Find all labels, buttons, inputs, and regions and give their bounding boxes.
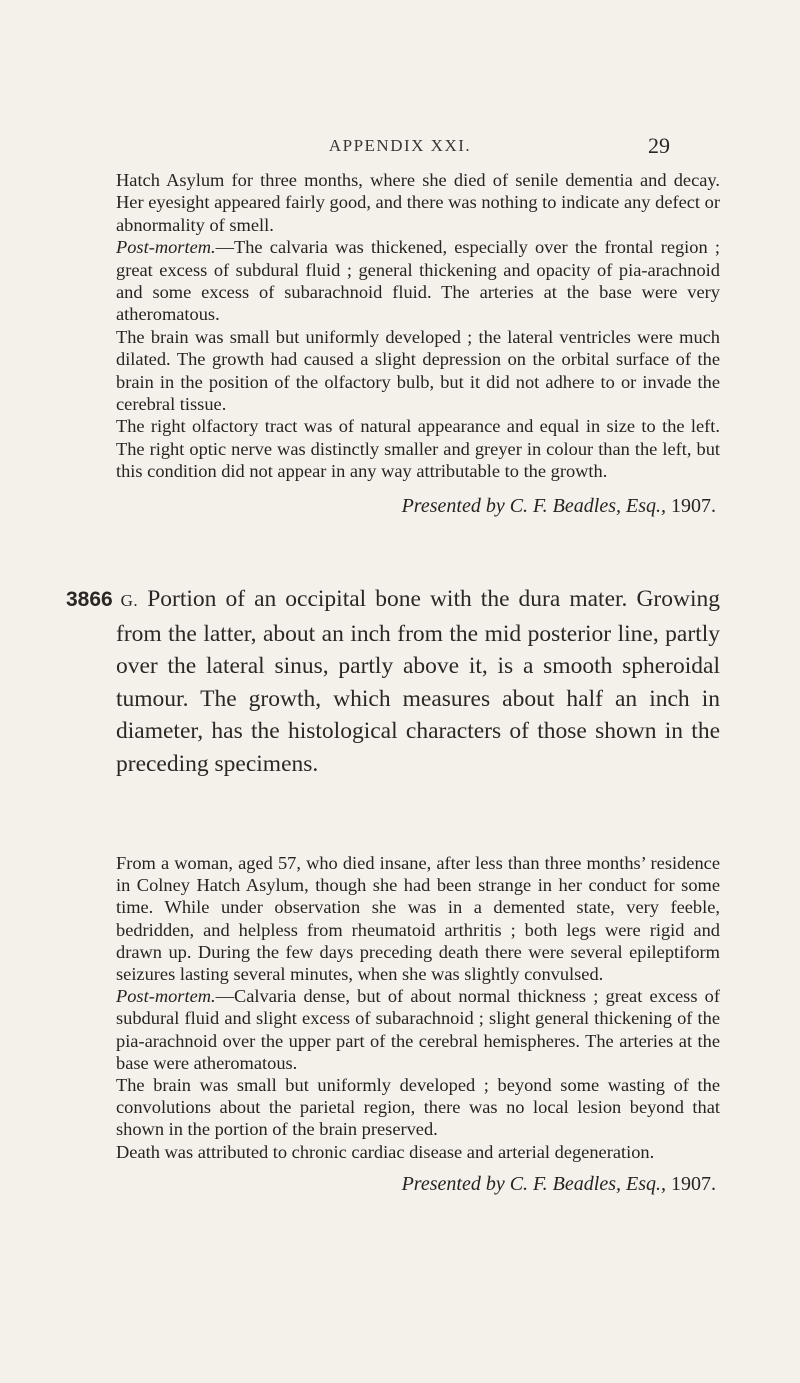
presented-by-name-2: Presented by C. F. Beadles, Esq., <box>401 1172 666 1195</box>
paragraph-post-mortem-2 <box>116 985 720 1074</box>
presented-by-2 <box>116 1173 720 1195</box>
post-mortem-text: —The calvaria was thickened, especially over the frontal region ; great excess of subdural fluid ; general thickening and opacity of pia-arachnoid and some excess of subarachnoid fluid. The arteries at the base were very atheromatous. <box>116 237 720 325</box>
presented-by-name: Presented by C. F. Beadles, Esq., <box>401 494 666 517</box>
specimen-number: 3866 <box>66 588 113 611</box>
case-continued <box>116 169 720 517</box>
paragraph-history-end: Hatch Asylum for three months, where she died of senile dementia and decay. Her eyesight appeared fairly good, and there was nothing to indicate any defect or abnormality of smell. <box>116 170 720 235</box>
paragraph-brain-2: The brain was small but uniformly developed ; beyond some wasting of the convolutions about the parietal region, there was no local lesion beyond that shown in the portion of the brain preserved. <box>116 1075 720 1140</box>
presented-year: 1907. <box>666 494 716 517</box>
specimen-entry <box>66 583 720 780</box>
post-mortem-label: Post-mortem. <box>116 237 216 258</box>
specimen-description: Portion of an occipital bone with the dura mater. Growing from the latter, about an inch from the mid posterior line, partly over the lateral sinus, partly above it, is a smooth spheroidal tumour. The growth, which measures about half an inch in diameter, has the histological characters of those shown in the preceding specimens. <box>116 586 720 777</box>
running-title: APPENDIX XXI. <box>328 136 472 155</box>
paragraph-death: Death was attributed to chronic cardiac disease and arterial degeneration. <box>116 1141 655 1162</box>
presented-by <box>116 495 720 517</box>
paragraph-brain: The brain was small but uniformly developed ; the lateral ventricles were much dilated. The growth had caused a slight depression on the orbital surface of the brain in the position of the olfactory bulb, but it did not adhere to or invade the cerebral tissue. <box>116 326 720 415</box>
specimen-suffix: G. <box>112 591 139 610</box>
presented-year-2: 1907. <box>666 1172 716 1195</box>
page-number: 29 <box>648 133 670 158</box>
paragraph-olfactory: The right olfactory tract was of natural appearance and equal in size to the left. The right optic nerve was distinctly smaller and greyer in colour than the left, but this condition did not appear in any way attributable to the growth. <box>116 416 720 482</box>
post-mortem-text-2: —Calvaria dense, but of about normal thickness ; great excess of subdural fluid and slight excess of subarachnoid ; slight general thickening of the pia-arachnoid over the upper part of the cerebral hemispheres. The arteries at the base were atheromatous. <box>116 986 720 1073</box>
paragraph-history: From a woman, aged 57, who died insane, after less than three months’ residence in Colney Hatch Asylum, though she had been strange in her conduct for some time. While under observation she was in a demented state, very feeble, bedridden, and helpless from rheumatoid arthritis ; both legs were rigid and drawn up. During the few days preceding death there were several epileptiform seizures lasting several minutes, when she was slightly convulsed. <box>116 853 720 985</box>
paragraph-post-mortem <box>116 236 720 326</box>
case-two <box>116 852 720 1195</box>
running-head <box>0 133 800 160</box>
post-mortem-label-2: Post-mortem. <box>116 986 216 1007</box>
